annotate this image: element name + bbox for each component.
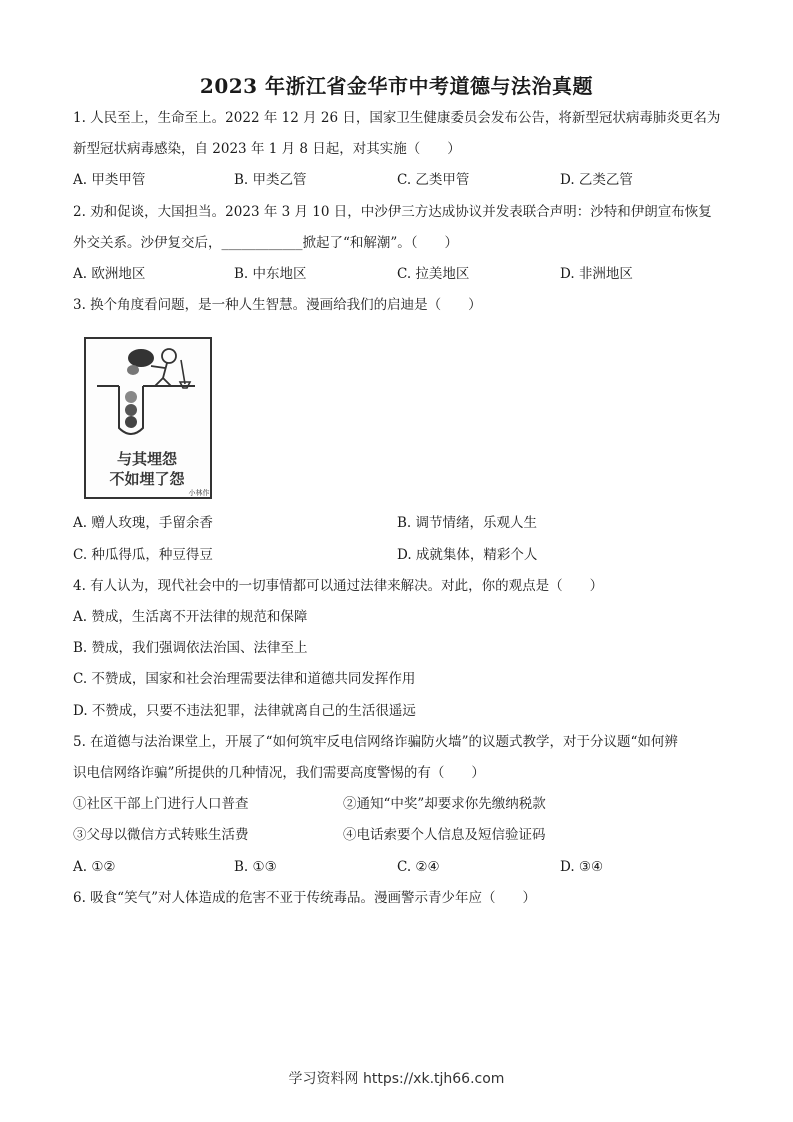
q6-line-1: 6. 吸食“笑气”对人体造成的危害不亚于传统毒品。漫画警示青少年应（ ） — [73, 890, 536, 906]
q3-option-c: C. 种瓜得瓜，种豆得豆 — [73, 547, 213, 563]
q5-item-2: ②通知“中奖”却要求你先缴纳税款 — [343, 796, 546, 812]
q5-line-2: 识电信网络诈骗”所提供的几种情况，我们需要高度警惕的有（ ） — [73, 765, 485, 781]
q3-option-b: B. 调节情绪，乐观人生 — [397, 515, 538, 531]
q2-line-1: 2. 劝和促谈，大国担当。2023 年 3 月 10 日，中沙伊三方达成协议并发表联合声明：沙特和伊朗宣布恢复 — [73, 204, 712, 220]
q4-option-d: D. 不赞成，只要不违法犯罪，法律就离自己的生活很遥远 — [73, 703, 416, 719]
q5-option-b: B. ①③ — [234, 859, 277, 875]
q1-option-a: A. 甲类甲管 — [73, 172, 146, 188]
q1-option-c: C. 乙类甲管 — [397, 172, 470, 188]
q5-line-1: 5. 在道德与法治课堂上，开展了“如何筑牢反电信网络诈骗防火墙”的议题式教学，对于分议题“如何辨 — [73, 734, 678, 750]
q5-item-4: ④电话索要个人信息及短信验证码 — [343, 827, 546, 843]
q5-option-a: A. ①② — [73, 859, 116, 875]
q3-option-d: D. 成就集体，精彩个人 — [397, 547, 538, 563]
q2-line-2: 外交关系。沙伊复交后，____________掀起了“和解潮”。（ ） — [73, 235, 459, 251]
q4-option-a: A. 赞成，生活离不开法律的规范和保障 — [73, 609, 308, 625]
q2-option-d: D. 非洲地区 — [560, 266, 633, 282]
comic-illustration — [83, 336, 213, 500]
q1-line-1: 1. 人民至上，生命至上。2022 年 12 月 26 日，国家卫生健康委员会发布公告，将新型冠状病毒肺炎更名为 — [73, 110, 721, 126]
comic-caption-line-1: 与其埋怨 — [116, 450, 178, 468]
q1-line-2: 新型冠状病毒感染，自 2023 年 1 月 8 日起，对其实施（ ） — [73, 141, 461, 157]
q2-option-b: B. 中东地区 — [234, 266, 307, 282]
q3-line-1: 3. 换个角度看问题，是一种人生智慧。漫画给我们的启迪是（ ） — [73, 297, 482, 313]
q5-item-3: ③父母以微信方式转账生活费 — [73, 827, 249, 843]
page-title: 2023 年浙江省金华市中考道德与法治真题 — [199, 74, 594, 98]
q3-option-a: A. 赠人玫瑰，手留余香 — [73, 515, 213, 531]
footer-watermark: 学习资料网 https://xk.tjh66.com — [288, 1071, 505, 1087]
q5-item-1: ①社区干部上门进行人口普查 — [73, 796, 249, 812]
q5-option-d: D. ③④ — [560, 859, 604, 875]
q4-line-1: 4. 有人认为，现代社会中的一切事情都可以通过法律来解决。对此，你的观点是（ ） — [73, 578, 604, 594]
q1-option-b: B. 甲类乙管 — [234, 172, 307, 188]
q5-option-c: C. ②④ — [397, 859, 440, 875]
q2-option-c: C. 拉美地区 — [397, 266, 470, 282]
comic-signature: 小林作 — [188, 489, 210, 497]
q4-option-b: B. 赞成，我们强调依法治国、法律至上 — [73, 640, 308, 656]
q1-option-d: D. 乙类乙管 — [560, 172, 633, 188]
comic-caption-line-2: 不如埋了怨 — [109, 470, 185, 488]
q2-option-a: A. 欧洲地区 — [73, 266, 146, 282]
q4-option-c: C. 不赞成，国家和社会治理需要法律和道德共同发挥作用 — [73, 671, 416, 687]
